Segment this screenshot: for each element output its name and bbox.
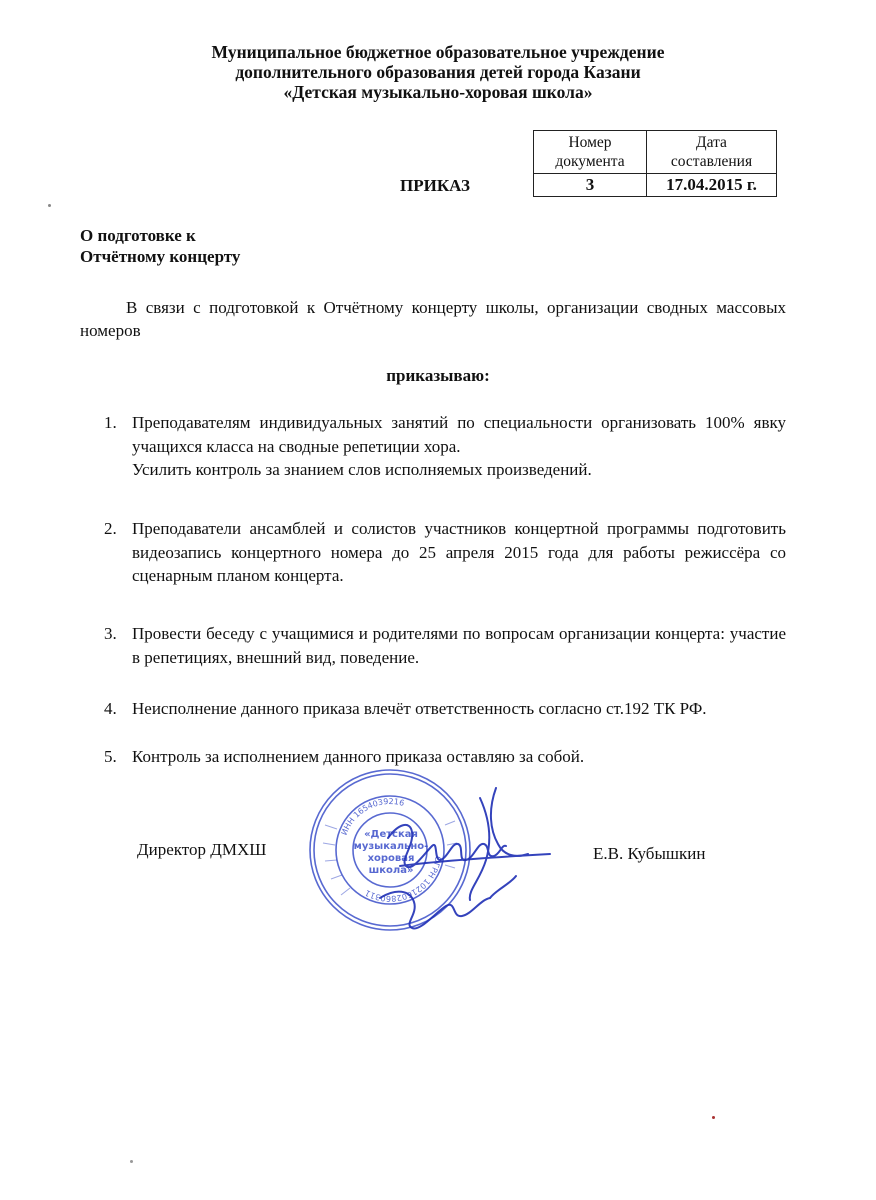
document-info-table: [533, 130, 777, 197]
doc-number-header: [534, 131, 647, 174]
doc-number-header-l1: Номер: [568, 134, 612, 151]
stamp-ogrn-text: ОГРН 1021602860311: [363, 855, 443, 904]
document-title: ПРИКАЗ: [400, 176, 470, 195]
list-item: [104, 517, 786, 588]
item-text: Неисполнение данного приказа влечёт ответственность согласно ст.192 ТК РФ.: [132, 699, 707, 718]
doc-number-value: 3: [534, 174, 647, 197]
item-text: Преподавателям индивидуальных занятий по специальности организовать 100% явку учащихся класса на сводные репетиции хора.: [132, 413, 786, 456]
director-position: Директор ДМХШ: [137, 840, 267, 859]
item-text: Провести беседу с учащимися и родителями по вопросам организации концерта: участие в репетициях, внешний вид, поведение.: [132, 624, 786, 667]
item-number: 4.: [104, 699, 117, 718]
org-line-3: «Детская музыкально-хоровая школа»: [283, 82, 593, 102]
item-text: Преподаватели ансамблей и солистов участников концертной программы подготовить видеозапись концертного номера до 25 апреля 2015 года для работы режиссёра со сценарным планом концерта.: [132, 519, 786, 585]
doc-date-header-l1: Дата: [696, 134, 727, 151]
item-text: Контроль за исполнением данного приказа оставляю за собой.: [132, 747, 585, 766]
stamp-inn-text: ИНН 1654039216: [339, 796, 406, 837]
list-item: [104, 697, 786, 721]
handwritten-signature: [340, 780, 570, 940]
order-subject: [80, 225, 240, 267]
stamp-center-l2: музыкально-: [353, 841, 429, 852]
decree-word: приказываю:: [386, 366, 490, 385]
intro-paragraph: В связи с подготовкой к Отчётному концерту школы, организации сводных массовых номеров: [80, 298, 786, 340]
item-extra-text: Усилить контроль за знанием слов исполняемых произведений.: [132, 460, 592, 479]
doc-date-value: 17.04.2015 г.: [647, 174, 777, 197]
subject-line-2: Отчётному концерту: [80, 247, 241, 266]
item-number: 2.: [104, 519, 117, 538]
organization-header: [0, 42, 876, 102]
stamp-center-l4: школа»: [368, 865, 414, 876]
list-item: [104, 411, 786, 482]
item-number: 5.: [104, 747, 117, 766]
subject-line-1: О подготовке к: [80, 226, 196, 245]
doc-date-header: [647, 131, 777, 174]
list-item: [104, 622, 786, 669]
signer-name: Е.В. Кубышкин: [593, 844, 706, 863]
org-line-2: дополнительного образования детей города Казани: [235, 62, 641, 82]
doc-number-header-l2: документа: [555, 153, 625, 170]
item-number: 3.: [104, 624, 117, 643]
stamp-center-l3: хоровая: [367, 853, 415, 864]
item-number: 1.: [104, 413, 117, 432]
scan-speck: [712, 1116, 715, 1119]
scan-speck: [48, 204, 51, 207]
org-line-1: Муниципальное бюджетное образовательное учреждение: [211, 42, 665, 62]
scan-speck: [130, 1160, 133, 1163]
doc-date-header-l2: составления: [670, 153, 753, 170]
stamp-center-l1: «Детская: [364, 829, 418, 840]
